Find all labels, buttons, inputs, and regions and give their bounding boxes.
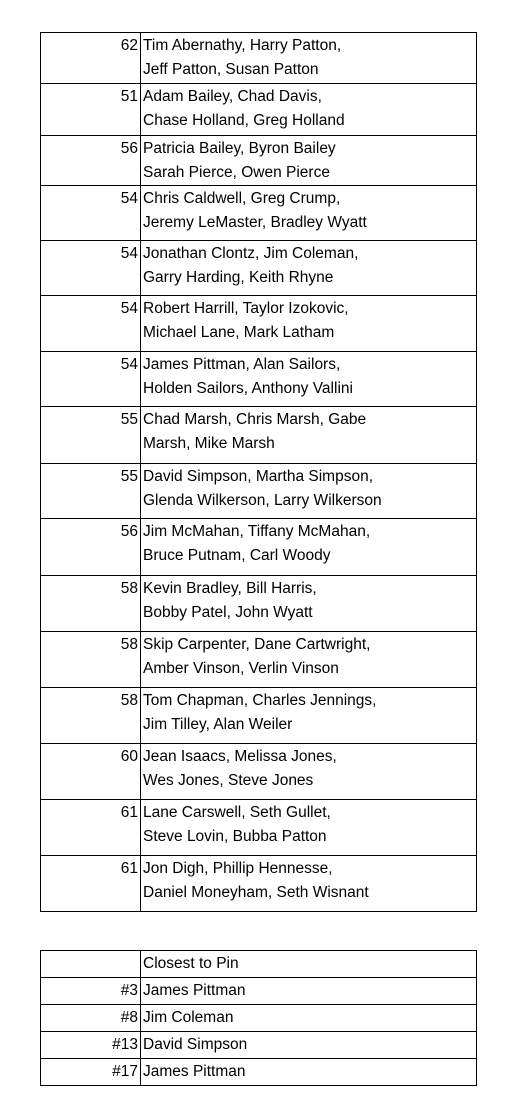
closest-to-pin-body [41, 951, 477, 1086]
team-members-line-1: Chris Caldwell, Greg Crump, [143, 190, 341, 207]
team-row [41, 407, 477, 464]
team-row [41, 241, 477, 296]
team-row [41, 352, 477, 407]
team-score-value: 51 [120, 88, 138, 105]
team-members-line-1: Tom Chapman, Charles Jennings, [143, 692, 377, 709]
team-score-value: 58 [120, 692, 138, 709]
closest-to-pin-header: Closest to Pin [141, 951, 477, 978]
team-members-line-2: Bruce Putnam, Carl Woody [143, 547, 331, 564]
team-members-line-2: Wes Jones, Steve Jones [143, 772, 314, 789]
team-score [41, 407, 141, 464]
team-members [141, 688, 477, 744]
team-row [41, 186, 477, 241]
team-members-line-1: Jon Digh, Phillip Hennesse, [143, 860, 333, 877]
team-members [141, 576, 477, 632]
team-members-line-2: Daniel Moneyham, Seth Wisnant [143, 884, 369, 901]
team-members-line-2: Amber Vinson, Verlin Vinson [143, 660, 339, 677]
team-score [41, 800, 141, 856]
team-row [41, 84, 477, 136]
team-score [41, 856, 141, 912]
closest-to-pin-header-blank [41, 951, 141, 978]
team-members-line-1: Jonathan Clontz, Jim Coleman, [143, 245, 359, 262]
team-members [141, 296, 477, 352]
team-score [41, 632, 141, 688]
team-members-line-1: Jean Isaacs, Melissa Jones, [143, 748, 337, 765]
team-members [141, 241, 477, 296]
team-members [141, 744, 477, 800]
team-members-line-2: Chase Holland, Greg Holland [143, 112, 345, 129]
team-score [41, 33, 141, 84]
team-score [41, 688, 141, 744]
team-members-line-2: Jeremy LeMaster, Bradley Wyatt [143, 214, 367, 231]
team-row [41, 800, 477, 856]
winner-name: David Simpson [141, 1032, 477, 1059]
team-members-line-2: Bobby Patel, John Wyatt [143, 604, 313, 621]
team-members [141, 407, 477, 464]
team-score [41, 241, 141, 296]
team-members [141, 136, 477, 186]
team-row [41, 296, 477, 352]
team-members [141, 519, 477, 576]
team-row [41, 464, 477, 519]
team-members [141, 186, 477, 241]
team-members-line-2: Sarah Pierce, Owen Pierce [143, 164, 330, 181]
closest-to-pin-row [41, 1032, 477, 1059]
team-row [41, 519, 477, 576]
team-score-value: 56 [120, 523, 138, 540]
team-score [41, 464, 141, 519]
team-members [141, 800, 477, 856]
team-row [41, 688, 477, 744]
team-members-line-2: Glenda Wilkerson, Larry Wilkerson [143, 492, 382, 509]
team-score [41, 136, 141, 186]
team-score-value: 54 [120, 300, 138, 317]
team-score-value: 54 [120, 356, 138, 373]
team-row [41, 33, 477, 84]
team-members [141, 464, 477, 519]
closest-to-pin-row [41, 1059, 477, 1086]
closest-to-pin-row [41, 1005, 477, 1032]
team-score-value: 61 [120, 804, 138, 821]
team-score-value: 54 [120, 190, 138, 207]
hole-number: #8 [41, 1005, 141, 1032]
team-row [41, 136, 477, 186]
team-score-value: 58 [120, 636, 138, 653]
team-scores-table [40, 32, 477, 912]
team-members-line-1: Adam Bailey, Chad Davis, [143, 88, 322, 105]
team-score [41, 84, 141, 136]
team-members-line-1: Jim McMahan, Tiffany McMahan, [143, 523, 371, 540]
team-members-line-2: Jim Tilley, Alan Weiler [143, 716, 293, 733]
team-members [141, 33, 477, 84]
team-row [41, 856, 477, 912]
team-members-line-2: Michael Lane, Mark Latham [143, 324, 335, 341]
team-members [141, 632, 477, 688]
hole-number: #13 [41, 1032, 141, 1059]
team-members-line-1: Skip Carpenter, Dane Cartwright, [143, 636, 371, 653]
team-score [41, 296, 141, 352]
team-members-line-2: Garry Harding, Keith Rhyne [143, 269, 334, 286]
team-score-value: 56 [120, 140, 138, 157]
team-members-line-1: Chad Marsh, Chris Marsh, Gabe [143, 411, 367, 428]
team-members-line-1: Tim Abernathy, Harry Patton, [143, 37, 342, 54]
team-score-value: 55 [120, 468, 138, 485]
team-members-line-1: James Pittman, Alan Sailors, [143, 356, 341, 373]
team-score-value: 55 [120, 411, 138, 428]
closest-to-pin-header-row [41, 951, 477, 978]
winner-name: Jim Coleman [141, 1005, 477, 1032]
team-score-value: 60 [120, 748, 138, 765]
team-members-line-1: David Simpson, Martha Simpson, [143, 468, 374, 485]
team-row [41, 632, 477, 688]
team-members-line-1: Patricia Bailey, Byron Bailey [143, 140, 336, 157]
winner-name: James Pittman [141, 1059, 477, 1086]
team-score-value: 62 [120, 37, 138, 54]
team-row [41, 744, 477, 800]
team-score [41, 186, 141, 241]
closest-to-pin-table [40, 950, 477, 1086]
hole-number: #17 [41, 1059, 141, 1086]
team-score-value: 58 [120, 580, 138, 597]
team-members-line-1: Kevin Bradley, Bill Harris, [143, 580, 317, 597]
team-members-line-1: Robert Harrill, Taylor Izokovic, [143, 300, 349, 317]
team-row [41, 576, 477, 632]
team-members-line-1: Lane Carswell, Seth Gullet, [143, 804, 331, 821]
hole-number: #3 [41, 978, 141, 1005]
closest-to-pin-row [41, 978, 477, 1005]
team-members [141, 84, 477, 136]
team-score-value: 54 [120, 245, 138, 262]
team-score [41, 352, 141, 407]
team-score [41, 744, 141, 800]
winner-name: James Pittman [141, 978, 477, 1005]
team-members-line-2: Holden Sailors, Anthony Vallini [143, 380, 353, 397]
team-score [41, 519, 141, 576]
team-score-value: 61 [120, 860, 138, 877]
team-members [141, 352, 477, 407]
team-members [141, 856, 477, 912]
team-score [41, 576, 141, 632]
team-members-line-2: Marsh, Mike Marsh [143, 435, 275, 452]
team-members-line-2: Jeff Patton, Susan Patton [143, 61, 319, 78]
team-scores-body [41, 33, 477, 912]
team-members-line-2: Steve Lovin, Bubba Patton [143, 828, 327, 845]
